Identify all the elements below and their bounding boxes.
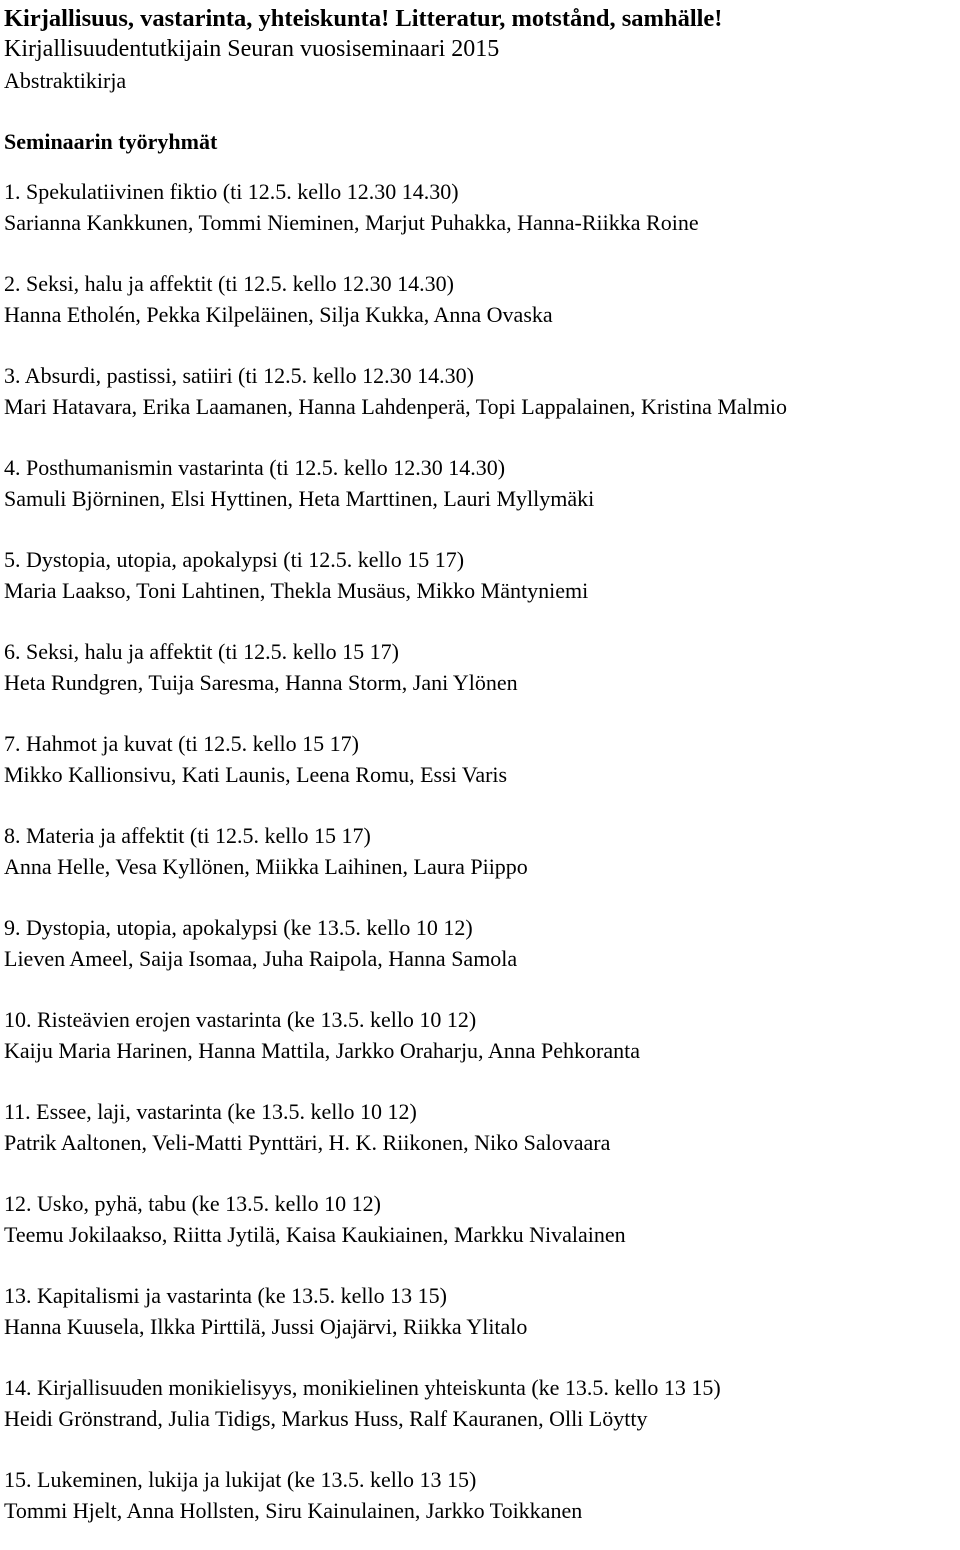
working-group xyxy=(4,636,960,698)
abstract-book-label: Abstraktikirja xyxy=(4,68,127,93)
working-group-members: Heidi Grönstrand, Julia Tidigs, Markus Huss, Ralf Kauranen, Olli Löytty xyxy=(4,1406,648,1431)
working-group xyxy=(4,360,960,422)
working-group-title: 4. Posthumanismin vastarinta (ti 12.5. kello 12.30 14.30) xyxy=(4,455,506,480)
working-group xyxy=(4,1372,960,1434)
document-page xyxy=(0,3,960,1550)
working-group-members: Mari Hatavara, Erika Laamanen, Hanna Lahdenperä, Topi Lappalainen, Kristina Malmio xyxy=(4,394,788,419)
working-group xyxy=(4,1188,960,1250)
working-group-title: 11. Essee, laji, vastarinta (ke 13.5. kello 10 12) xyxy=(4,1099,417,1124)
working-group-title: 6. Seksi, halu ja affektit (ti 12.5. kello 15 17) xyxy=(4,639,399,664)
working-group-members: Teemu Jokilaakso, Riitta Jytilä, Kaisa Kaukiainen, Markku Nivalainen xyxy=(4,1222,626,1247)
working-group-title: 15. Lukeminen, lukija ja lukijat (ke 13.5. kello 13 15) xyxy=(4,1467,477,1492)
working-group-title: 7. Hahmot ja kuvat (ti 12.5. kello 15 17) xyxy=(4,731,359,756)
working-group-members: Samuli Björninen, Elsi Hyttinen, Heta Marttinen, Lauri Myllymäki xyxy=(4,486,595,511)
working-group-title: 8. Materia ja affektit (ti 12.5. kello 15 17) xyxy=(4,823,371,848)
working-group xyxy=(4,1280,960,1342)
working-group xyxy=(4,176,960,238)
working-group xyxy=(4,1464,960,1526)
working-group-members: Hanna Kuusela, Ilkka Pirttilä, Jussi Ojajärvi, Riikka Ylitalo xyxy=(4,1314,528,1339)
section-heading: Seminaarin työryhmät xyxy=(4,129,218,154)
working-group xyxy=(4,820,960,882)
working-group-title: 9. Dystopia, utopia, apokalypsi (ke 13.5. kello 10 12) xyxy=(4,915,473,940)
working-group-title: 12. Usko, pyhä, tabu (ke 13.5. kello 10 12) xyxy=(4,1191,381,1216)
working-group-title: 10. Risteävien erojen vastarinta (ke 13.5. kello 10 12) xyxy=(4,1007,477,1032)
working-group-members: Maria Laakso, Toni Lahtinen, Thekla Musäus, Mikko Mäntyniemi xyxy=(4,578,589,603)
working-group-title: 2. Seksi, halu ja affektit (ti 12.5. kello 12.30 14.30) xyxy=(4,271,454,296)
working-group-members: Patrik Aaltonen, Veli-Matti Pynttäri, H. K. Riikonen, Niko Salovaara xyxy=(4,1130,611,1155)
working-group xyxy=(4,728,960,790)
working-group xyxy=(4,452,960,514)
working-group xyxy=(4,912,960,974)
document-title: Kirjallisuus, vastarinta, yhteiskunta! Litteratur, motstånd, samhälle! xyxy=(4,5,723,32)
working-group-members: Heta Rundgren, Tuija Saresma, Hanna Storm, Jani Ylönen xyxy=(4,670,518,695)
working-group-title: 13. Kapitalismi ja vastarinta (ke 13.5. kello 13 15) xyxy=(4,1283,447,1308)
working-group xyxy=(4,1096,960,1158)
working-group-members: Kaiju Maria Harinen, Hanna Mattila, Jarkko Oraharju, Anna Pehkoranta xyxy=(4,1038,640,1063)
working-group xyxy=(4,268,960,330)
working-group-members: Hanna Etholén, Pekka Kilpeläinen, Silja Kukka, Anna Ovaska xyxy=(4,302,553,327)
working-group-title: 14. Kirjallisuuden monikielisyys, monikielinen yhteiskunta (ke 13.5. kello 13 15) xyxy=(4,1375,721,1400)
working-group-members: Tommi Hjelt, Anna Hollsten, Siru Kainulainen, Jarkko Toikkanen xyxy=(4,1498,583,1523)
working-group xyxy=(4,1004,960,1066)
working-group-title: 3. Absurdi, pastissi, satiiri (ti 12.5. kello 12.30 14.30) xyxy=(4,363,474,388)
working-group-title: 5. Dystopia, utopia, apokalypsi (ti 12.5. kello 15 17) xyxy=(4,547,465,572)
working-group-members: Anna Helle, Vesa Kyllönen, Miikka Laihinen, Laura Piippo xyxy=(4,854,528,879)
document-subtitle: Kirjallisuudentutkijain Seuran vuosiseminaari 2015 xyxy=(4,36,500,62)
working-group xyxy=(4,544,960,606)
working-group-members: Sarianna Kankkunen, Tommi Nieminen, Marjut Puhakka, Hanna-Riikka Roine xyxy=(4,210,699,235)
working-group-title: 1. Spekulatiivinen fiktio (ti 12.5. kello 12.30 14.30) xyxy=(4,179,459,204)
working-group-members: Lieven Ameel, Saija Isomaa, Juha Raipola, Hanna Samola xyxy=(4,946,518,971)
working-group-list xyxy=(4,176,960,1526)
working-group-members: Mikko Kallionsivu, Kati Launis, Leena Romu, Essi Varis xyxy=(4,762,508,787)
